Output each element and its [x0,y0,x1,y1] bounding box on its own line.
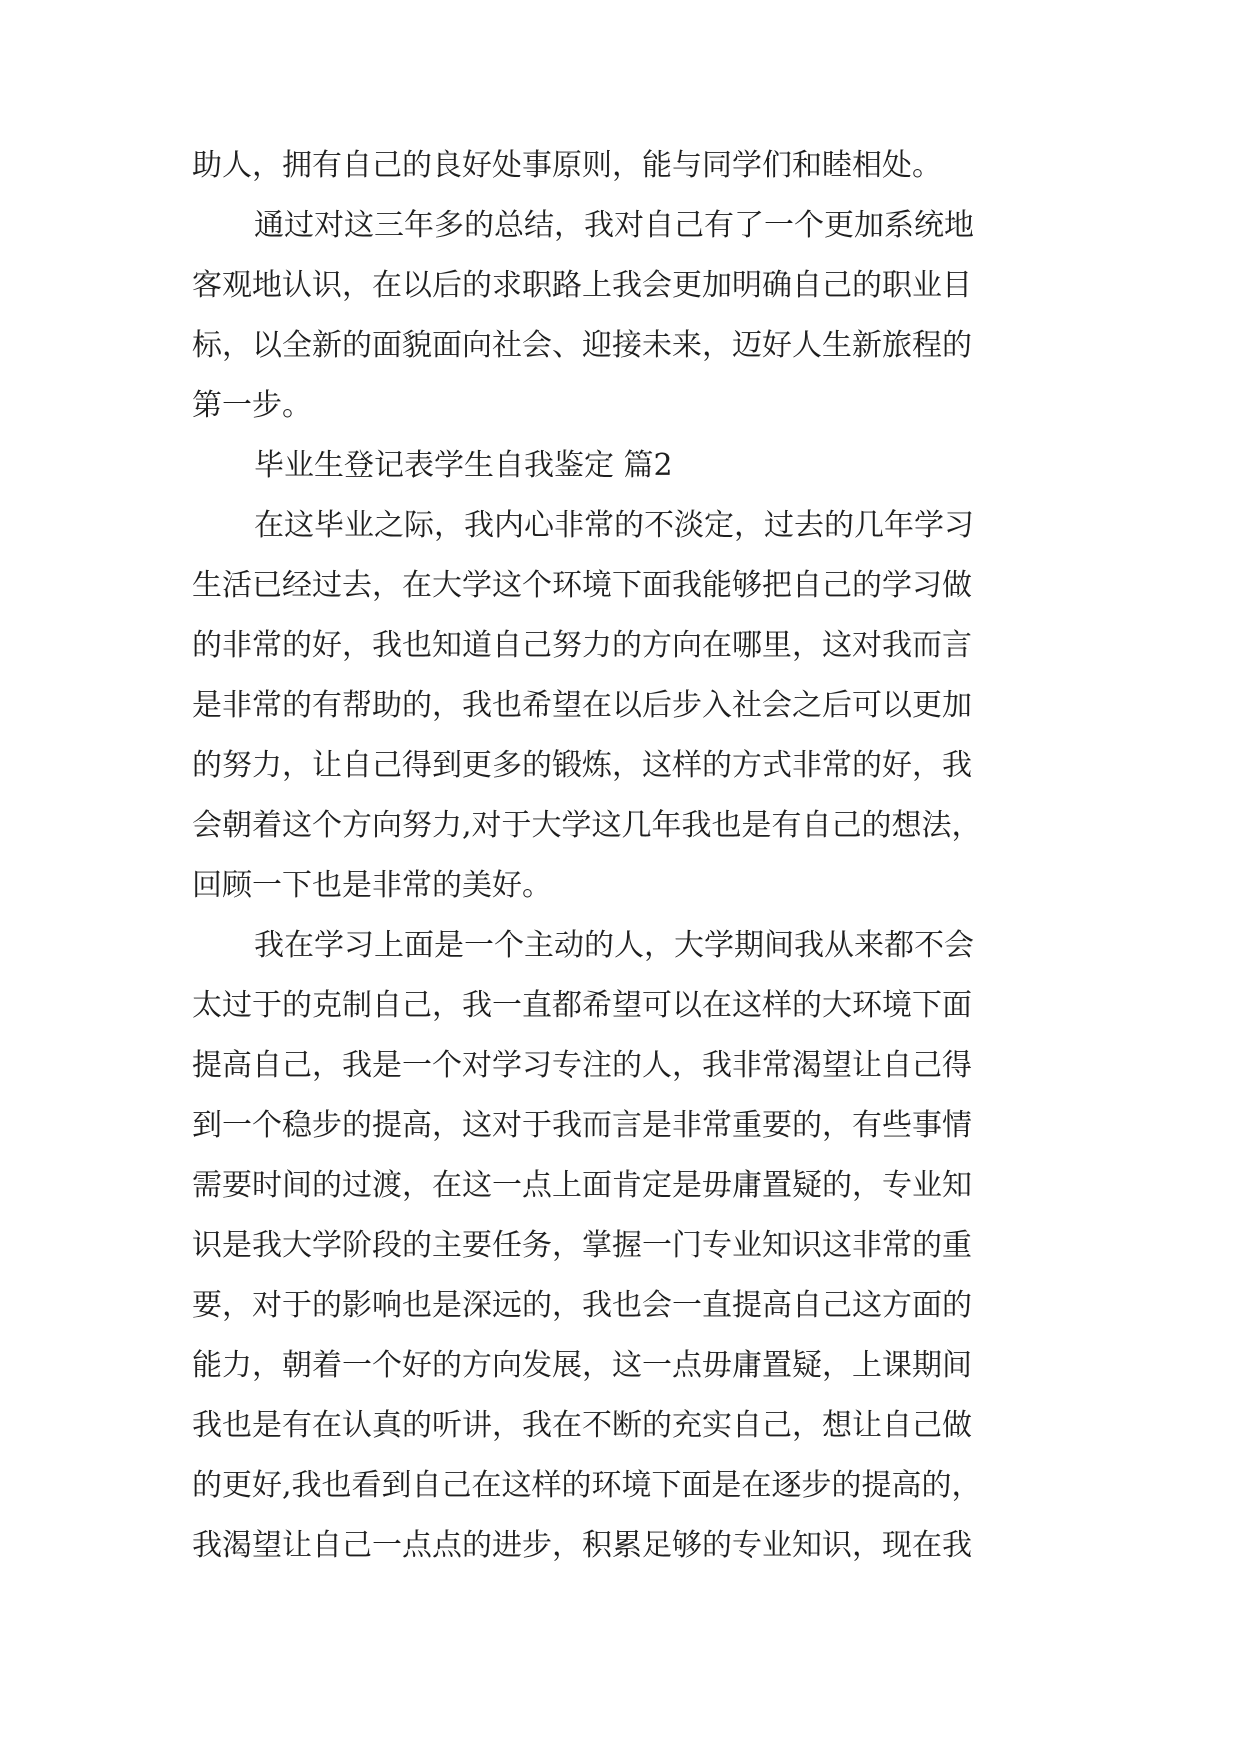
text-line: 是非常的有帮助的，我也希望在以后步入社会之后可以更加 [192,688,972,723]
text-line: 能力，朝着一个好的方向发展，这一点毋庸置疑，上课期间 [192,1348,972,1383]
paragraph-start-line: 通过对这三年多的总结，我对自己有了一个更加系统地 [254,208,974,243]
text-line: 标，以全新的面貌面向社会、迎接未来，迈好人生新旅程的 [192,328,972,363]
text-line: 需要时间的过渡，在这一点上面肯定是毋庸置疑的，专业知 [192,1168,972,1203]
text-line: 的努力，让自己得到更多的锻炼，这样的方式非常的好，我 [192,748,972,783]
text-line: 的非常的好，我也知道自己努力的方向在哪里，这对我而言 [192,628,972,663]
text-line: 助人，拥有自己的良好处事原则，能与同学们和睦相处。 [192,148,942,183]
text-line: 客观地认识，在以后的求职路上我会更加明确自己的职业目 [192,268,972,303]
text-line: 生活已经过去，在大学这个环境下面我能够把自己的学习做 [192,568,972,603]
paragraph-start-line: 我在学习上面是一个主动的人，大学期间我从来都不会 [254,928,974,963]
section-heading: 毕业生登记表学生自我鉴定 篇2 [254,448,673,483]
text-line: 识是我大学阶段的主要任务，掌握一门专业知识这非常的重 [192,1228,972,1263]
text-line: 的更好,我也看到自己在这样的环境下面是在逐步的提高的， [192,1468,982,1503]
paragraph-start-line: 在这毕业之际，我内心非常的不淡定，过去的几年学习 [254,508,974,543]
text-line: 我也是有在认真的听讲，我在不断的充实自己，想让自己做 [192,1408,972,1443]
text-line: 会朝着这个方向努力,对于大学这几年我也是有自己的想法， [192,808,982,843]
text-line: 回顾一下也是非常的美好。 [192,868,552,903]
text-line: 提高自己，我是一个对学习专注的人，我非常渴望让自己得 [192,1048,972,1083]
text-line: 第一步。 [192,388,312,423]
text-line: 我渴望让自己一点点的进步，积累足够的专业知识，现在我 [192,1528,972,1563]
text-line: 要，对于的影响也是深远的，我也会一直提高自己这方面的 [192,1288,972,1323]
text-line: 太过于的克制自己，我一直都希望可以在这样的大环境下面 [192,988,972,1023]
text-line: 到一个稳步的提高，这对于我而言是非常重要的，有些事情 [192,1108,972,1143]
